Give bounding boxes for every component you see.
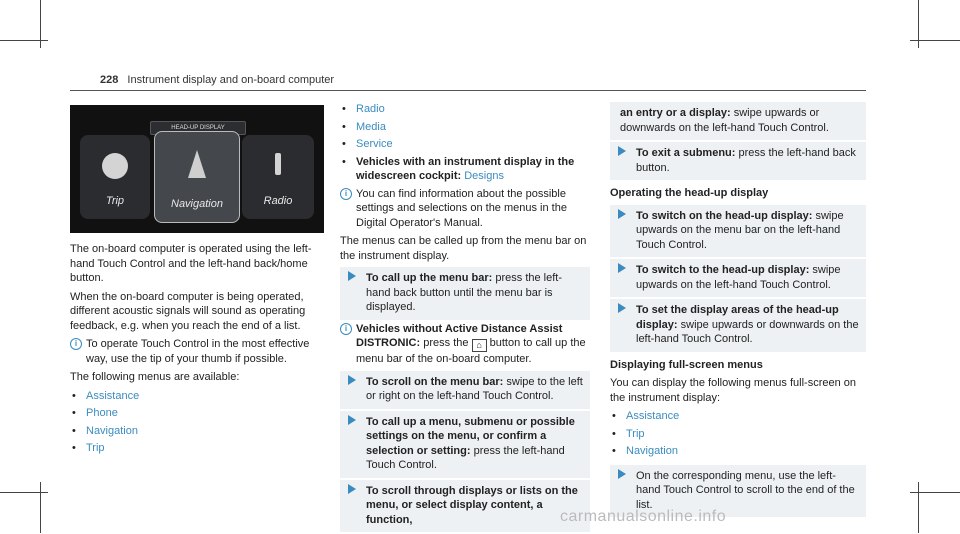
action-step bbox=[610, 142, 866, 180]
action-step bbox=[340, 371, 590, 409]
bold-text: To set the display areas of the head-up display: bbox=[636, 304, 839, 331]
crop-mark bbox=[0, 492, 48, 493]
step-text: swipe upwards on the left-hand Touch Control. bbox=[636, 264, 841, 291]
bold-text: Vehicles without Active Distance Assist DISTRONIC: bbox=[356, 322, 563, 349]
section-title: Instrument display and on-board computer bbox=[127, 74, 335, 86]
menu-link-trip[interactable]: • Trip bbox=[610, 427, 866, 442]
tile-label: Trip bbox=[105, 195, 125, 207]
info-note bbox=[70, 337, 326, 366]
bold-text: To switch to the head-up display: bbox=[636, 264, 810, 276]
step-text: On the corresponding menu, use the left-hand Touch Control to scroll to the end of the list. bbox=[636, 469, 855, 511]
gauge-icon bbox=[102, 153, 128, 179]
tile-label: Navigation bbox=[171, 198, 223, 210]
paragraph: When the on-board computer is being operated, different acoustic signals will sound as operating feedback, e.g. when you reach the end of a list. bbox=[70, 290, 306, 332]
info-text: You can find information about the possible settings and selections on the menus in the Digital Operator's Manual. bbox=[356, 187, 567, 229]
column-2 bbox=[340, 102, 590, 534]
menu-link-media[interactable]: • Media bbox=[340, 120, 590, 135]
info-note bbox=[340, 187, 590, 231]
action-step-continued bbox=[610, 102, 866, 140]
action-step bbox=[610, 299, 866, 352]
page-header bbox=[100, 74, 334, 86]
bold-text: To scroll through displays or lists on the menu, or select display content, a function, bbox=[366, 484, 578, 526]
antenna-icon bbox=[275, 153, 281, 175]
bold-text: To call up a menu, submenu or possible settings on the menu, or confirm a selection or setting: bbox=[366, 415, 575, 457]
head-up-display-screenshot bbox=[70, 105, 324, 233]
tile-trip bbox=[80, 135, 150, 219]
vehicles-widescreen-item bbox=[340, 155, 590, 184]
watermark: carmanualsonline.info bbox=[560, 508, 727, 525]
crop-mark bbox=[918, 482, 919, 533]
action-step bbox=[340, 480, 590, 533]
step-text: press the left-hand Touch Control. bbox=[366, 444, 565, 471]
bold-text: To exit a submenu: bbox=[636, 147, 736, 159]
menu-link-navigation[interactable]: • Navigation bbox=[610, 444, 866, 459]
paragraph: The following menus are available: bbox=[70, 371, 240, 383]
paragraph: The on-board computer is operated using the left-hand Touch Control and the left-hand back/home button. bbox=[70, 243, 312, 284]
bold-text: an entry or a display: bbox=[620, 107, 731, 119]
action-step bbox=[610, 259, 866, 297]
crop-mark bbox=[910, 40, 960, 41]
action-step bbox=[610, 205, 866, 258]
arrow-icon bbox=[348, 375, 356, 385]
arrow-icon bbox=[618, 303, 626, 313]
navigation-arrow-icon bbox=[188, 150, 206, 178]
info-note bbox=[340, 322, 590, 367]
page-number: 228 bbox=[100, 74, 119, 86]
menu-link-phone[interactable]: • Phone bbox=[70, 406, 326, 421]
step-text: swipe upwards on the menu bar on the left-hand Touch Control. bbox=[636, 209, 844, 251]
arrow-icon bbox=[618, 469, 626, 479]
section-heading: Displaying full-screen menus bbox=[610, 358, 763, 371]
crop-mark bbox=[40, 482, 41, 533]
arrow-icon bbox=[348, 484, 356, 494]
step-text: swipe upwards or downwards on the left-hand Touch Control. bbox=[620, 107, 829, 134]
column-1 bbox=[70, 242, 326, 459]
step-text: swipe to the left or right on the left-hand Touch Control. bbox=[366, 375, 583, 402]
arrow-icon bbox=[618, 209, 626, 219]
step-text: swipe upwards or downwards on the left-hand Touch Control. bbox=[636, 318, 859, 345]
info-icon: i bbox=[340, 188, 352, 200]
header-rule bbox=[70, 90, 866, 91]
action-step bbox=[340, 411, 590, 478]
info-icon: i bbox=[340, 323, 352, 335]
column-3 bbox=[610, 102, 866, 519]
section-heading: Operating the head-up display bbox=[610, 187, 769, 199]
arrow-icon bbox=[348, 415, 356, 425]
arrow-icon bbox=[618, 263, 626, 273]
bold-text: To call up the menu bar: bbox=[366, 272, 493, 284]
menu-link-trip[interactable]: • Trip bbox=[70, 441, 326, 456]
info-text: To operate Touch Control in the most effective way, use the tip of your thumb if possible. bbox=[86, 338, 310, 365]
tile-navigation bbox=[154, 131, 240, 223]
bold-text: Vehicles with an instrument display in the widescreen cockpit: bbox=[356, 155, 575, 182]
crop-mark bbox=[910, 492, 960, 493]
step-text: press the left-hand back button. bbox=[636, 147, 856, 174]
menu-link-assistance[interactable]: • Assistance bbox=[70, 389, 326, 404]
action-step bbox=[340, 267, 590, 320]
paragraph: The menus can be called up from the menu bar on the instrument display. bbox=[340, 235, 587, 262]
tile-radio bbox=[242, 135, 314, 219]
info-text: button to call up the menu bar of the on-board computer. bbox=[356, 337, 586, 365]
step-text: press the left-hand back button until the menu bar is displayed. bbox=[366, 272, 563, 313]
menu-bar-title: HEAD-UP DISPLAY bbox=[150, 121, 246, 135]
bold-text: To scroll on the menu bar: bbox=[366, 375, 504, 388]
home-button-icon: ⌂ bbox=[472, 339, 487, 352]
info-icon: i bbox=[70, 338, 82, 350]
arrow-icon bbox=[618, 146, 626, 156]
designs-link[interactable]: Designs bbox=[464, 170, 504, 182]
menu-link-assistance[interactable]: • Assistance bbox=[610, 409, 866, 424]
bold-text: To switch on the head-up display: bbox=[636, 209, 813, 222]
crop-mark bbox=[0, 40, 48, 41]
menu-link-radio[interactable]: • Radio bbox=[340, 102, 590, 117]
menu-link-navigation[interactable]: • Navigation bbox=[70, 424, 326, 439]
tile-label: Radio bbox=[263, 195, 293, 207]
arrow-icon bbox=[348, 271, 356, 281]
paragraph: You can display the following menus full-screen on the instrument display: bbox=[610, 377, 857, 404]
info-text: press the bbox=[423, 337, 469, 349]
menu-link-service[interactable]: • Service bbox=[340, 137, 590, 152]
